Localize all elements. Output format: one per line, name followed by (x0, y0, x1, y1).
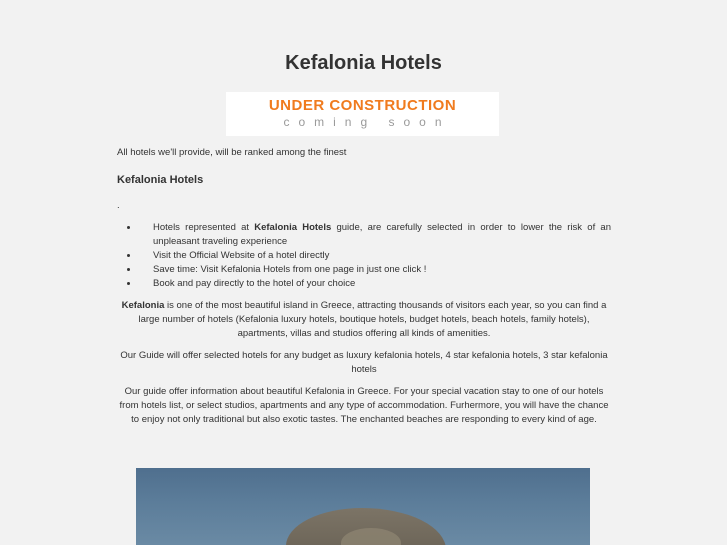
section-heading: Kefalonia Hotels (117, 174, 204, 186)
list-item: • Book and pay directly to the hotel of your choice (139, 277, 611, 291)
list-item-text: guide, are carefully selected in order to lower the risk of an unpleasant traveling experience (153, 222, 611, 247)
guide-paragraph: Our Guide will offer selected hotels for any budget as luxury kefalonia hotels, 4 star kefalonia hotels, 3 star kefalonia hotels (120, 350, 608, 375)
under-construction-banner (226, 92, 499, 136)
feature-list (117, 221, 611, 291)
page-title: Kefalonia Hotels (285, 52, 442, 74)
separator-dot: . (117, 200, 120, 211)
kefalonia-photo (136, 468, 590, 545)
list-item-bold: Kefalonia Hotels (254, 222, 332, 233)
main-content (117, 146, 611, 427)
description-text: is one of the most beautiful island in Greece, attracting thousands of visitors each year, so you can find a large number of hotels (Kefalonia luxury hotels, boutique hotels, budget hotels, beach hotels, family hotels), apartments, villas and studios offering all kinds of amenities. (138, 300, 607, 339)
banner-title: UNDER CONSTRUCTION (268, 97, 457, 114)
list-item: • Visit the Official Website of a hotel directly (139, 249, 611, 263)
island-name: Kefalonia (121, 300, 165, 311)
description-paragraph (117, 299, 611, 341)
list-item: • Save time: Visit Kefalonia Hotels from one page in just one click ! (139, 263, 611, 277)
banner-subtitle: coming soon (283, 115, 451, 129)
list-item-text: Hotels represented at (153, 222, 255, 233)
intro-text: All hotels we'll provide, will be ranked among the finest (117, 147, 347, 158)
list-item (139, 221, 611, 249)
info-paragraph: Our guide offer information about beautiful Kefalonia in Greece. For your special vacation stay to one of our hotels from hotels list, or select studios, apartments and any type of accommodation. Furhermore, you will have the chance to enjoy not only traditional but also exotic tastes. The enchanted beaches are responding to every kind of age. (119, 386, 609, 425)
